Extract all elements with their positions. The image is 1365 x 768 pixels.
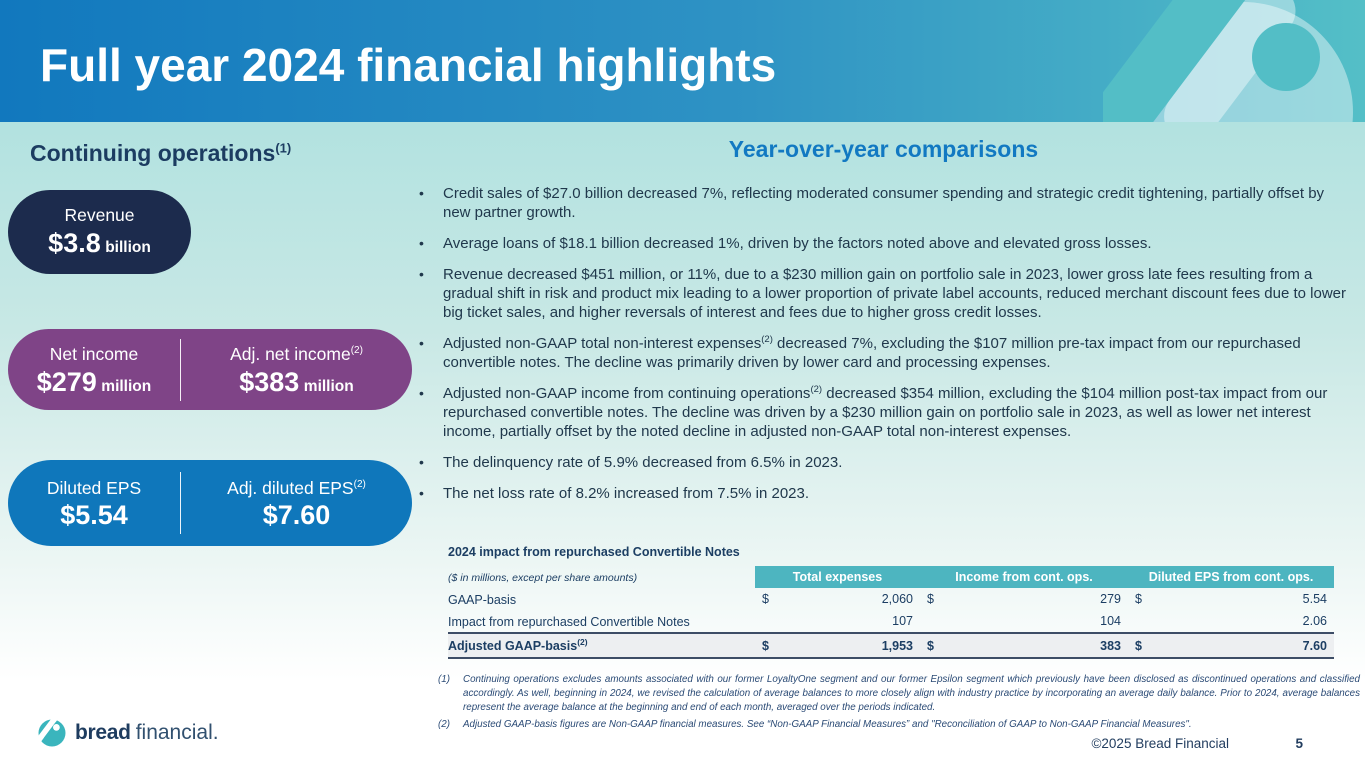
continuing-operations-heading (30, 140, 291, 167)
cell-income-cont-ops: $ 383 (927, 638, 1121, 653)
bread-logo-watermark-icon (1103, 0, 1365, 122)
slide-title: Full year 2024 financial highlights (40, 39, 777, 91)
cell-income-cont-ops: $ 279 (927, 592, 1121, 606)
bullet-dot-icon: • (419, 485, 424, 501)
table-row-impact (448, 610, 1334, 634)
copyright-text: ©2025 Bread Financial (1091, 736, 1229, 751)
revenue-value (48, 228, 151, 259)
cell-diluted-eps: $ 5.54 (1135, 592, 1327, 606)
table-row-adjusted-gaap (448, 634, 1334, 659)
adj-diluted-eps-value: $7.60 (262, 500, 331, 531)
cell-total-expenses: $ 2,060 (762, 592, 913, 606)
diluted-eps-card (8, 460, 412, 546)
page-number: 5 (1295, 736, 1303, 751)
net-income-label: Net income (49, 343, 139, 364)
bullet-dot-icon: • (419, 335, 424, 351)
cell-total-expenses: $ 1,953 (762, 638, 913, 653)
table-col-income-cont-ops: Income from cont. ops. (920, 566, 1128, 588)
footer-brand (38, 719, 219, 747)
revenue-card-content (48, 205, 151, 259)
revenue-amount: $3.8 (48, 228, 101, 258)
bullet-dot-icon: • (419, 385, 424, 401)
cell-diluted-eps: $ 7.60 (1135, 638, 1327, 653)
brand-name-light: financial. (135, 721, 219, 744)
revenue-card (8, 190, 191, 274)
diluted-eps-label: Diluted EPS (46, 477, 142, 498)
net-income-half (8, 341, 180, 398)
footnote-marker: (1) (438, 674, 450, 685)
table-row-gaap-basis (448, 588, 1334, 610)
bullet-dot-icon: • (419, 235, 424, 251)
revenue-label: Revenue (64, 205, 135, 225)
bullet-net-loss-rate: • The net loss rate of 8.2% increased from 7.5% in 2023. (419, 485, 810, 502)
slide-header (0, 0, 1365, 122)
diluted-eps-half (8, 475, 180, 532)
table-units-note: ($ in millions, except per share amounts) (448, 572, 638, 584)
net-income-card (8, 329, 412, 410)
bread-logo-icon (38, 719, 66, 747)
bullet-adjusted-income: • Adjusted non-GAAP income from continuing operations$^{(2)}$ decreased $354 million, excluding the $104 million post-tax impact from our repurchased convertible notes. The decline was driven by a $230 million gain on portfolio sale in 2023, as well as lower net interest income, partially offset by the noted decline in adjusted non-GAAP total non-interest expenses. (419, 384, 1328, 440)
bullet-credit-sales: • Credit sales of $27.0 billion decreased 7%, reflecting moderated consumer spending and strategic credit tightening, partially offset by new partner growth. (419, 185, 1325, 221)
table-header-row (448, 566, 1334, 588)
adj-net-income-label: Adj. net income$^{(2)}$ (230, 343, 363, 364)
revenue-unit: billion (105, 239, 151, 256)
bullet-dot-icon: • (419, 454, 424, 470)
net-income-value: $279 million (36, 366, 152, 397)
table-col-total-expenses: Total expenses (755, 566, 920, 588)
table-col-diluted-eps: Diluted EPS from cont. ops. (1128, 566, 1334, 588)
cell-total-expenses: 107 (892, 614, 913, 628)
row-label: Adjusted GAAP-basis$^{(2)}$ (448, 637, 588, 654)
adj-diluted-eps-label: Adj. diluted EPS$^{(2)}$ (227, 477, 366, 498)
continuing-operations-label: Continuing operations (30, 140, 276, 166)
diluted-eps-value: $5.54 (60, 500, 128, 531)
continuing-operations-footnote-ref: (1) (275, 140, 292, 156)
footnote-2: (2) Adjusted GAAP-basis figures are Non-GAAP financial measures. See “Non-GAAP Financial Measures” and "Reconciliation of GAAP to Non-GAAP Financial Measures". (438, 718, 1192, 730)
bullet-adjusted-expenses: • Adjusted non-GAAP total non-interest expenses$^{(2)}$ decreased 7%, excluding the $107 million pre-tax impact from our repurchased convertible notes. The decline was primarily driven by lower card and processing expenses. (419, 334, 1301, 371)
row-label: GAAP-basis (448, 593, 517, 608)
footnotes (438, 673, 1360, 735)
yoy-section (412, 136, 1355, 515)
bullet-dot-icon: • (419, 185, 424, 201)
table-title: 2024 impact from repurchased Convertible Notes (448, 545, 740, 559)
yoy-bullet-list (412, 184, 1355, 503)
adj-diluted-eps-half (181, 475, 412, 532)
adj-net-income-half (181, 341, 412, 398)
footnote-1: (1) Continuing operations excludes amounts associated with our former LoyaltyOne segment and our former Epsilon segment which previously have been disclosed as discontinued operations and classified accordingly. As well, beginning in 2024, we revised the calculation of average balances to more closely align with industry practice by incorporating an average daily balance. Prior to 2024, average balances represent the average balance at the beginning and end of each month, averaged over the periods indicated. (438, 674, 1360, 713)
cell-income-cont-ops: 104 (1100, 614, 1121, 628)
bullet-delinquency-rate: • The delinquency rate of 5.9% decreased from 6.5% in 2023. (419, 454, 843, 471)
footnote-marker: (2) (438, 718, 450, 730)
convertible-notes-table-section (448, 545, 1334, 659)
row-label: Impact from repurchased Convertible Notes (448, 615, 690, 630)
yoy-heading: Year-over-year comparisons (728, 136, 1039, 162)
adj-net-income-value: $383 million (239, 366, 354, 397)
bullet-average-loans: • Average loans of $18.1 billion decreased 1%, driven by the factors noted above and elevated gross losses. (419, 235, 1152, 252)
brand-name-bold: bread (75, 721, 131, 744)
bullet-revenue-decrease: • Revenue decreased $451 million, or 11%, due to a $230 million gain on portfolio sale in 2023, lower gross late fees resulting from a gradual shift in risk and product mix leading to a lower proportion of private label accounts, reduced merchant discount fees due to lower big ticket sales, and higher reversals of interest and fees due to higher gross credit losses. (419, 266, 1347, 321)
bullet-dot-icon: • (419, 266, 424, 282)
cell-diluted-eps: 2.06 (1302, 614, 1327, 628)
